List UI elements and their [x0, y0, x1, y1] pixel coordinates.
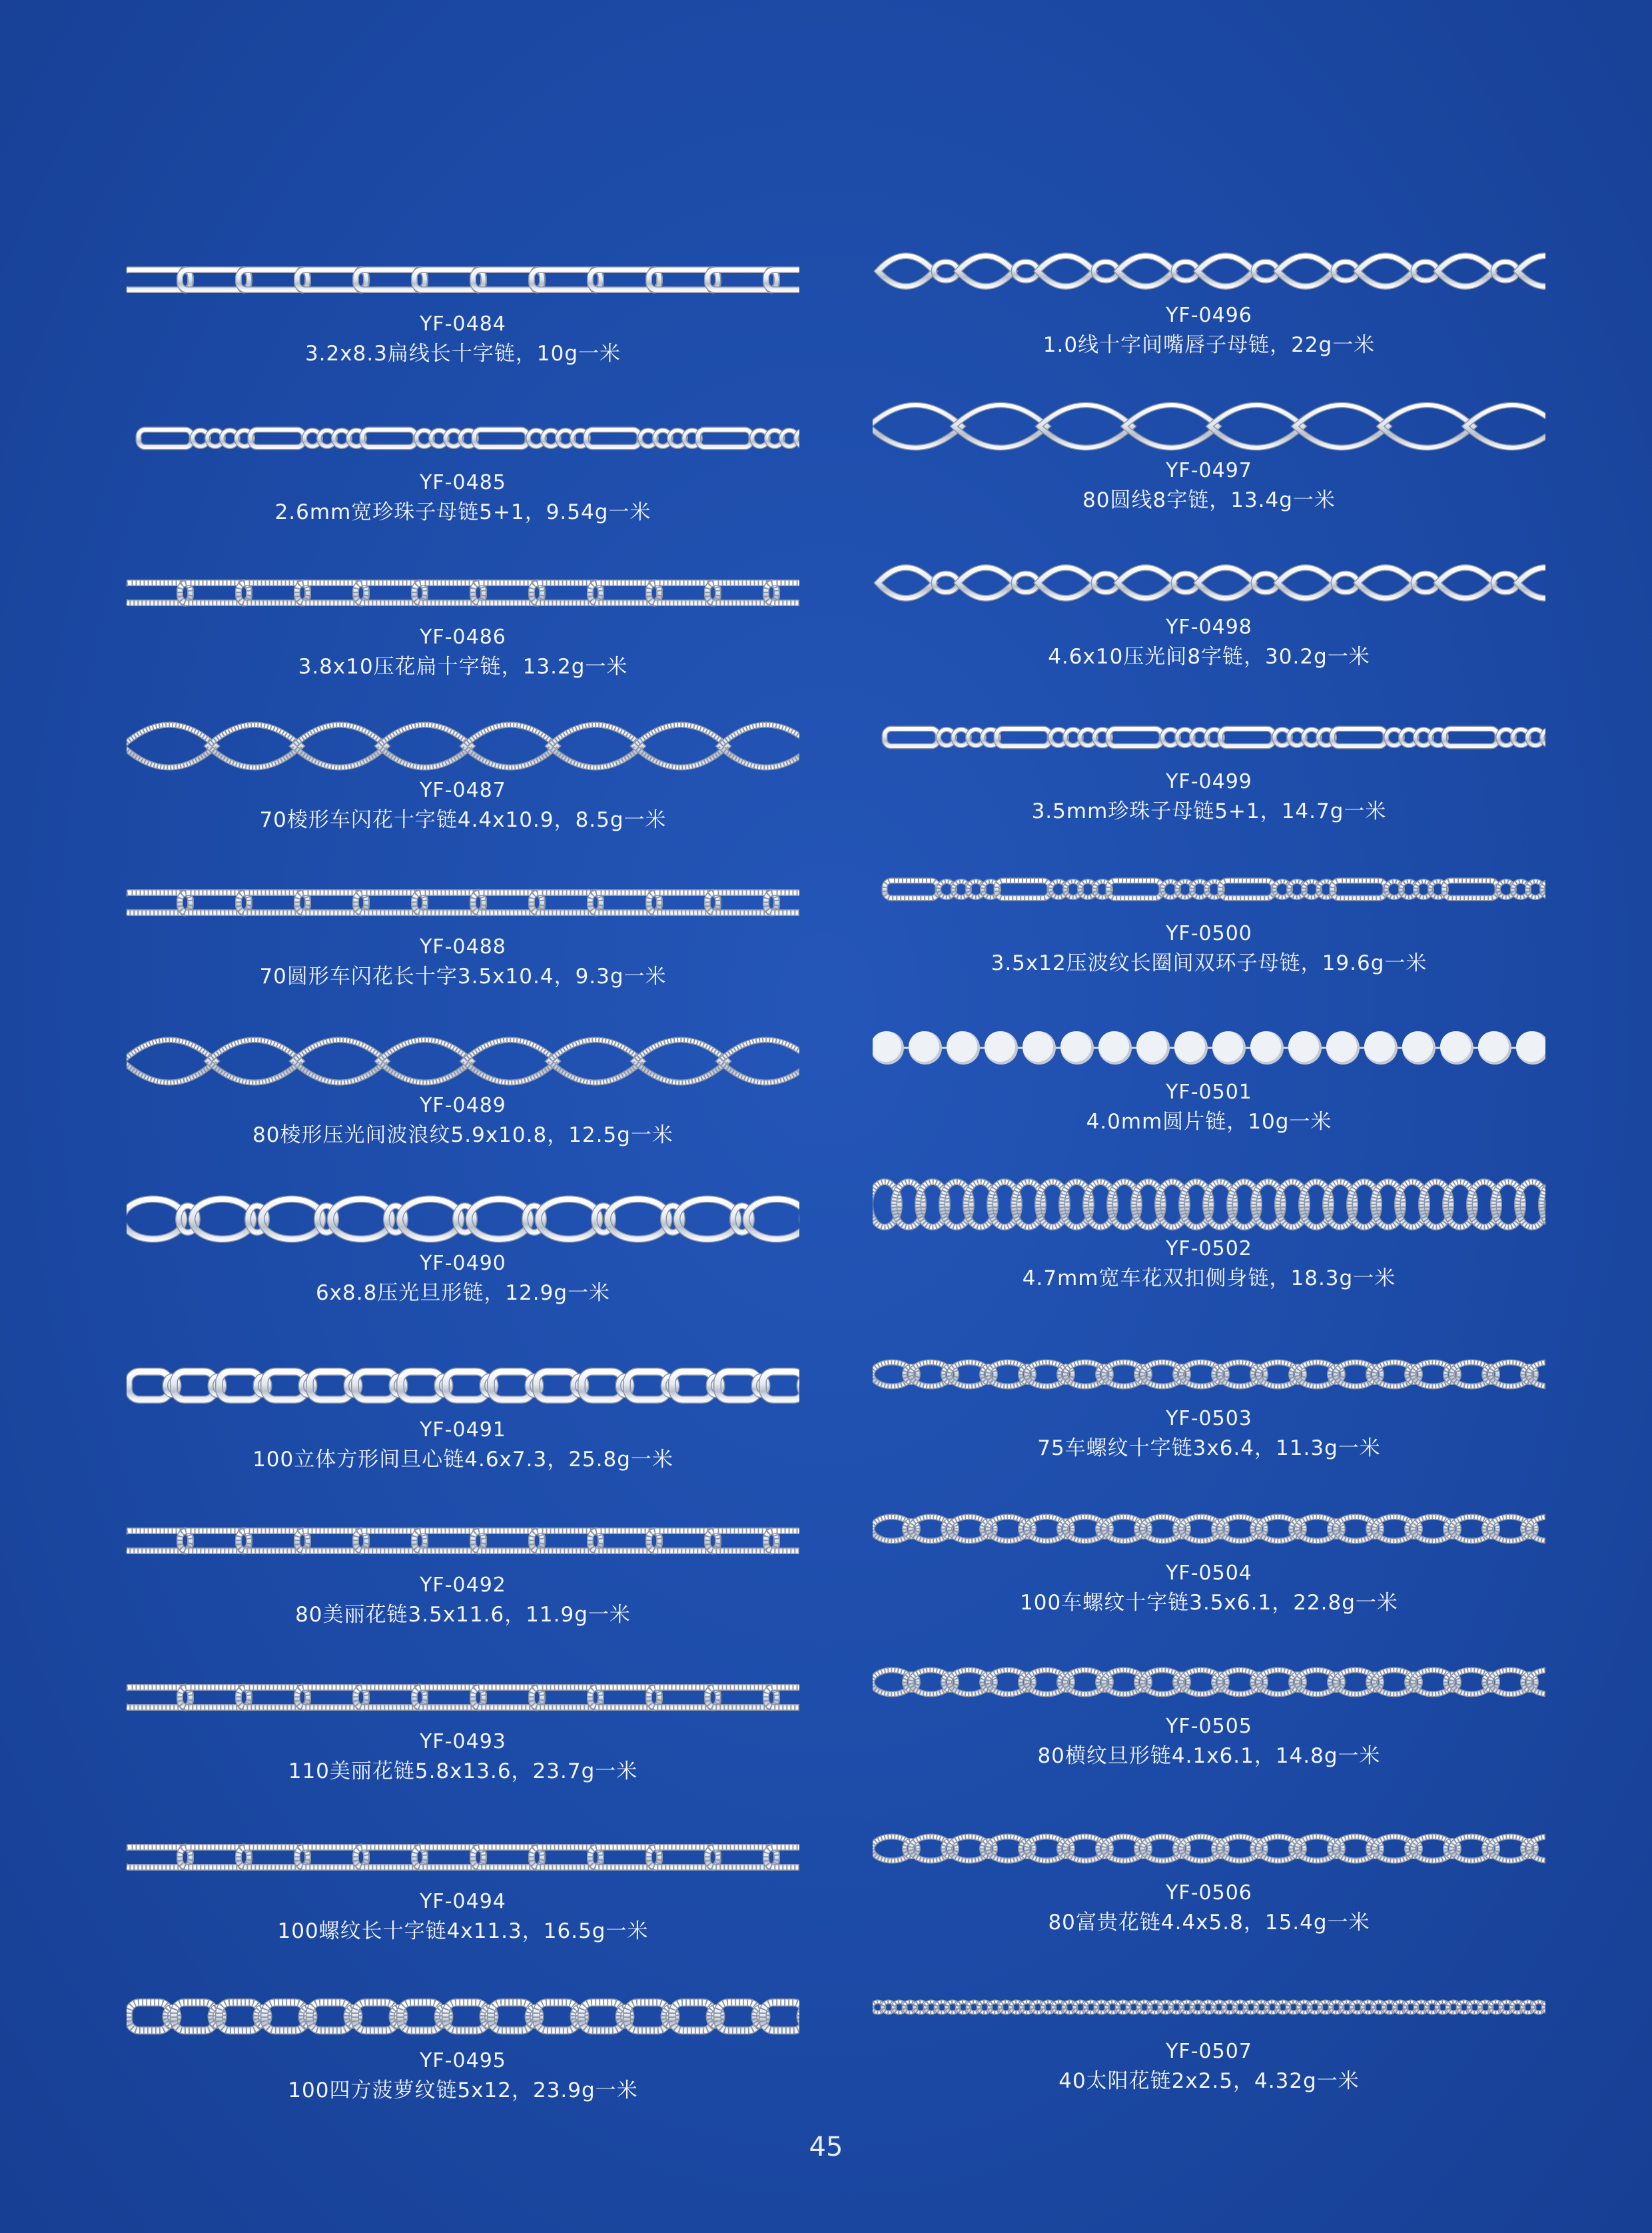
product-description: 1.0线十字间嘴唇子母链，22g一米 [1042, 333, 1376, 357]
chain-image [127, 716, 799, 776]
product-code: YF-0505 [1166, 1715, 1252, 1738]
page-number: 45 [809, 2132, 843, 2162]
product-description: 80棱形压光间波浪纹5.9x10.8，12.5g一米 [252, 1123, 673, 1147]
product-description: 100车螺纹十字链3.5x6.1，22.8g一米 [1020, 1591, 1398, 1615]
product-code: YF-0501 [1166, 1081, 1252, 1104]
product-description: 70圆形车闪花长十字3.5x10.4，9.3g一米 [259, 965, 667, 989]
product-code: YF-0490 [420, 1252, 506, 1275]
product-description: 100四方菠萝纹链5x12，23.9g一米 [288, 2078, 638, 2102]
product-description: 100螺纹长十字链4x11.3，16.5g一米 [277, 1919, 649, 1943]
chain-image [873, 1174, 1545, 1234]
product-code: YF-0503 [1166, 1407, 1252, 1430]
chain-image [873, 396, 1545, 456]
chain-image [127, 1189, 799, 1249]
product-description: 6x8.8压光旦形链，12.9g一米 [315, 1281, 611, 1305]
product-code: YF-0496 [1166, 304, 1252, 327]
product-code: YF-0493 [420, 1730, 506, 1753]
chain-image [127, 250, 799, 310]
chain-image [127, 563, 799, 623]
product-code: YF-0485 [420, 471, 506, 494]
chain-image [873, 553, 1545, 613]
product-code: YF-0497 [1166, 459, 1252, 482]
product-code: YF-0492 [420, 1573, 506, 1597]
product-code: YF-0499 [1166, 770, 1252, 793]
product-description: 80富贵花链4.4x5.8，15.4g一米 [1048, 1911, 1370, 1935]
chain-image [127, 1827, 799, 1887]
chain-image [873, 1977, 1545, 2037]
product-code: YF-0484 [420, 312, 506, 336]
product-code: YF-0487 [420, 779, 506, 802]
product-description: 3.5mm珍珠子母链5+1，14.7g一米 [1031, 799, 1387, 823]
product-code: YF-0494 [420, 1890, 506, 1913]
product-code: YF-0506 [1166, 1881, 1252, 1905]
chain-image [873, 241, 1545, 301]
product-code: YF-0495 [420, 2049, 506, 2072]
product-code: YF-0486 [420, 626, 506, 649]
product-code: YF-0500 [1166, 922, 1252, 945]
chain-image [127, 1511, 799, 1571]
product-code: YF-0491 [420, 1418, 506, 1442]
product-description: 80圆线8字链，13.4g一米 [1082, 488, 1336, 512]
chain-image [127, 408, 799, 468]
product-code: YF-0489 [420, 1094, 506, 1117]
chain-image [873, 707, 1545, 767]
product-description: 2.6mm宽珍珠子母链5+1，9.54g一米 [274, 500, 651, 524]
chain-image [127, 1031, 799, 1091]
product-code: YF-0488 [420, 935, 506, 959]
chain-image [873, 859, 1545, 919]
product-description: 80横纹旦形链4.1x6.1，14.8g一米 [1037, 1744, 1381, 1768]
chain-image [873, 1499, 1545, 1559]
product-description: 110美丽花链5.8x13.6，23.7g一米 [288, 1759, 638, 1783]
product-description: 3.8x10压花扁十字链，13.2g一米 [298, 655, 628, 679]
chain-image [127, 873, 799, 933]
product-description: 75车螺纹十字链3x6.4，11.3g一米 [1037, 1436, 1381, 1460]
chain-image [127, 1356, 799, 1416]
product-code: YF-0507 [1166, 2040, 1252, 2063]
chain-image [873, 1819, 1545, 1879]
chain-image [127, 1667, 799, 1727]
product-description: 4.0mm圆片链，10g一米 [1086, 1110, 1332, 1134]
chain-image [127, 1987, 799, 2046]
product-description: 80美丽花链3.5x11.6，11.9g一米 [295, 1603, 631, 1627]
product-description: 4.7mm宽车花双扣侧身链，18.3g一米 [1022, 1266, 1396, 1290]
product-description: 40太阳花链2x2.5，4.32g一米 [1058, 2069, 1360, 2093]
chain-image [873, 1652, 1545, 1712]
chain-image [873, 1344, 1545, 1404]
product-description: 100立体方形间旦心链4.6x7.3，25.8g一米 [252, 1448, 673, 1472]
product-code: YF-0502 [1166, 1237, 1252, 1260]
product-description: 3.5x12压波纹长圈间双环子母链，19.6g一米 [991, 951, 1428, 975]
chain-image [873, 1018, 1545, 1078]
product-description: 70棱形车闪花十字链4.4x10.9，8.5g一米 [259, 808, 667, 832]
product-code: YF-0504 [1166, 1562, 1252, 1585]
product-code: YF-0498 [1166, 616, 1252, 639]
product-description: 4.6x10压光间8字链，30.2g一米 [1048, 645, 1370, 669]
product-description: 3.2x8.3扁线长十字链，10g一米 [304, 342, 621, 366]
